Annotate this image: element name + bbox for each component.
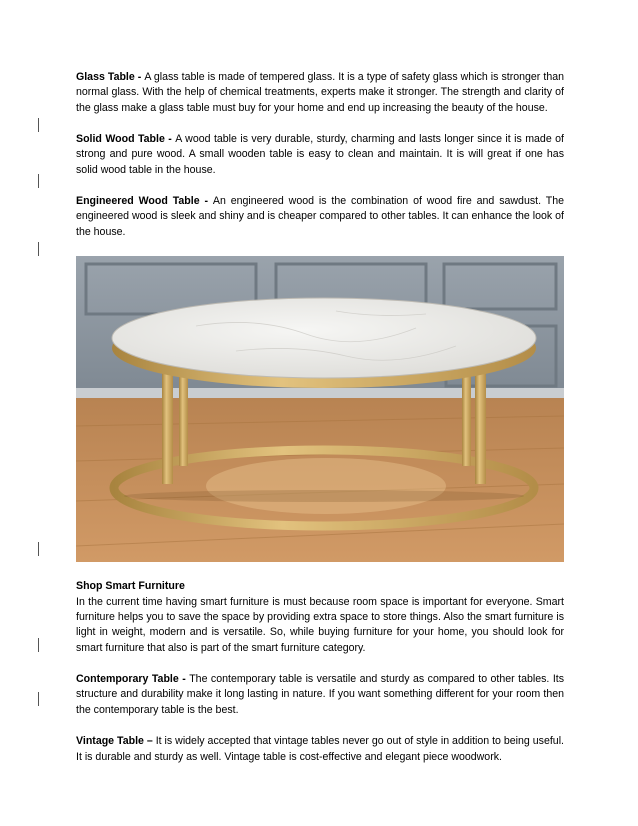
solid-wood-table-text: A wood table is very durable, sturdy, charming and lasts longer since it is made of strong and pure wood. A small wooden table is easy to clean and maintain. It is will great if one has solid wood table in the house. [76,133,564,176]
shop-smart-furniture-text: In the current time having smart furniture is must because room space is important for everyone. Smart furniture helps you to save the space by providing extra space to store things. Also the smart furniture is light in weight, modern and is versatile. So, while buying furniture for your home, you should look for smart furniture that also is part of the smart furniture category. [76,595,564,654]
vintage-table-paragraph [76,734,564,765]
contemporary-table-term: Contemporary Table - [76,673,190,686]
solid-wood-table-paragraph [76,132,564,178]
margin-mark [38,692,39,706]
table-photo [76,256,564,562]
engineered-wood-table-text: An engineered wood is the combination of wood fire and sawdust. The engineered wood is sleek and shiny and is cheaper compared to other tables. It can enhance the look of the house. [76,195,564,238]
document-body [76,70,564,765]
solid-wood-table-term: Solid Wood Table - [76,133,176,146]
shop-smart-furniture-heading: Shop Smart Furniture [76,580,185,593]
vintage-table-term: Vintage Table – [76,735,156,748]
margin-mark [38,638,39,652]
engineered-wood-table-paragraph [76,194,564,240]
vintage-table-text: It is widely accepted that vintage tables never go out of style in addition to being useful. It is durable and sturdy as well. Vintage table is cost-effective and elegant piece woodwork. [76,735,564,763]
glass-table-paragraph [76,70,564,116]
contemporary-table-paragraph [76,672,564,718]
margin-mark [38,174,39,188]
glass-table-term: Glass Table - [76,71,145,83]
glass-table-text: A glass table is made of tempered glass. It is a type of safety glass which is stronger than normal glass. With the help of chemical treatments, experts make it stronger. The strength and clarity of the glass make a glass table must buy for your home and end up increasing the beauty of the house. [76,71,564,114]
margin-mark [38,118,39,132]
margin-mark [38,242,39,256]
contemporary-table-text: The contemporary table is versatile and sturdy as compared to other tables. Its structure and durability make it long lasting in nature. If you want something different for your room then the contemporary table is the best. [76,673,564,716]
engineered-wood-table-term: Engineered Wood Table - [76,195,213,208]
margin-mark [38,542,39,556]
shop-smart-furniture-paragraph [76,579,564,656]
